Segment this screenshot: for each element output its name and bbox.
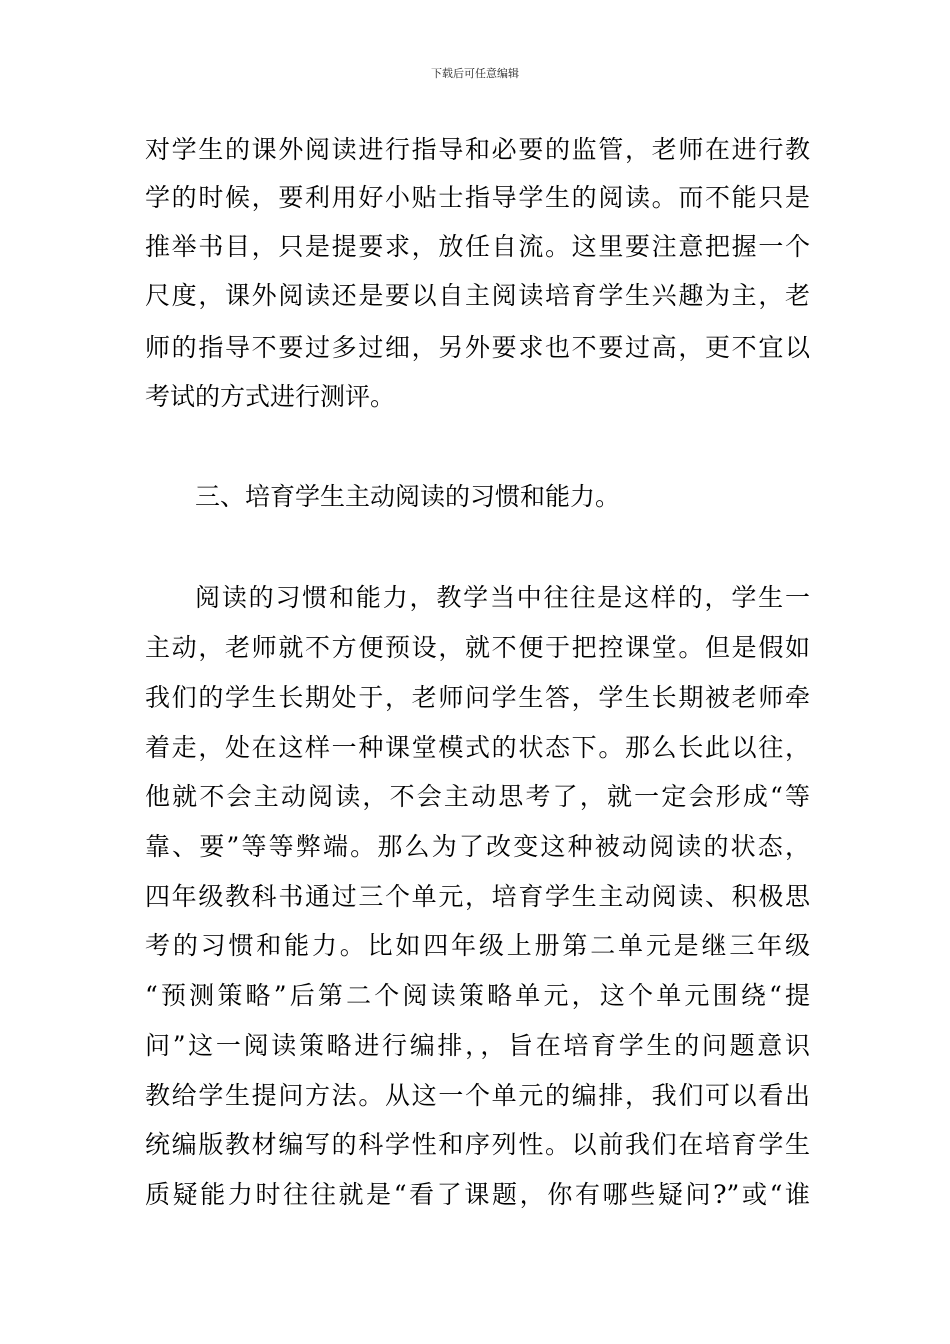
paragraph-line: 推举书目，只是提要求，放任自流。这里要注意把握一个 <box>145 232 810 261</box>
paragraph-line: 学的时候，要利用好小贴士指导学生的阅读。而不能只是 <box>145 183 810 212</box>
paragraph-line: 我们的学生长期处于，老师问学生答，学生长期被老师牵 <box>145 683 810 712</box>
paragraph-line: 阅读的习惯和能力，教学当中往往是这样的，学生一 <box>195 583 810 612</box>
page-header-note: 下载后可任意编辑 <box>431 67 519 80</box>
paragraph-line: 师的指导不要过多过细，另外要求也不要过高，更不宜以 <box>145 333 810 362</box>
paragraph-line: 四年级教科书通过三个单元，培育学生主动阅读、积极思 <box>145 882 810 911</box>
paragraph-line: 对学生的课外阅读进行指导和必要的监管，老师在进行教 <box>145 135 810 164</box>
section-heading: 三、培育学生主动阅读的习惯和能力。 <box>195 482 621 511</box>
paragraph-line: 尺度，课外阅读还是要以自主阅读培育学生兴趣为主，老 <box>145 281 810 310</box>
paragraph-line: 着走，处在这样一种课堂模式的状态下。那么长此以往， <box>145 733 810 762</box>
paragraph-line: 靠、要”等等弊端。那么为了改变这种被动阅读的状态， <box>145 832 810 861</box>
paragraph-line: 统编版教材编写的科学性和序列性。以前我们在培育学生 <box>145 1130 810 1159</box>
paragraph-line: 问”这一阅读策略进行编排，，旨在培育学生的问题意识 <box>145 1031 810 1060</box>
paragraph-line: 教给学生提问方法。从这一个单元的编排，我们可以看出 <box>145 1081 810 1110</box>
paragraph-line: 主动，老师就不方便预设，就不便于把控课堂。但是假如 <box>145 633 810 662</box>
paragraph-line: 考试的方式进行测评。 <box>145 382 396 411</box>
paragraph-line: “预测策略”后第二个阅读策略单元，这个单元围绕“提 <box>145 981 810 1010</box>
paragraph-line: 考的习惯和能力。比如四年级上册第二单元是继三年级 <box>145 931 810 960</box>
paragraph-line: 他就不会主动阅读，不会主动思考了，就一定会形成“等 <box>145 782 810 811</box>
paragraph-line: 质疑能力时往往就是“看了课题，你有哪些疑问?”或“谁 <box>145 1180 810 1209</box>
